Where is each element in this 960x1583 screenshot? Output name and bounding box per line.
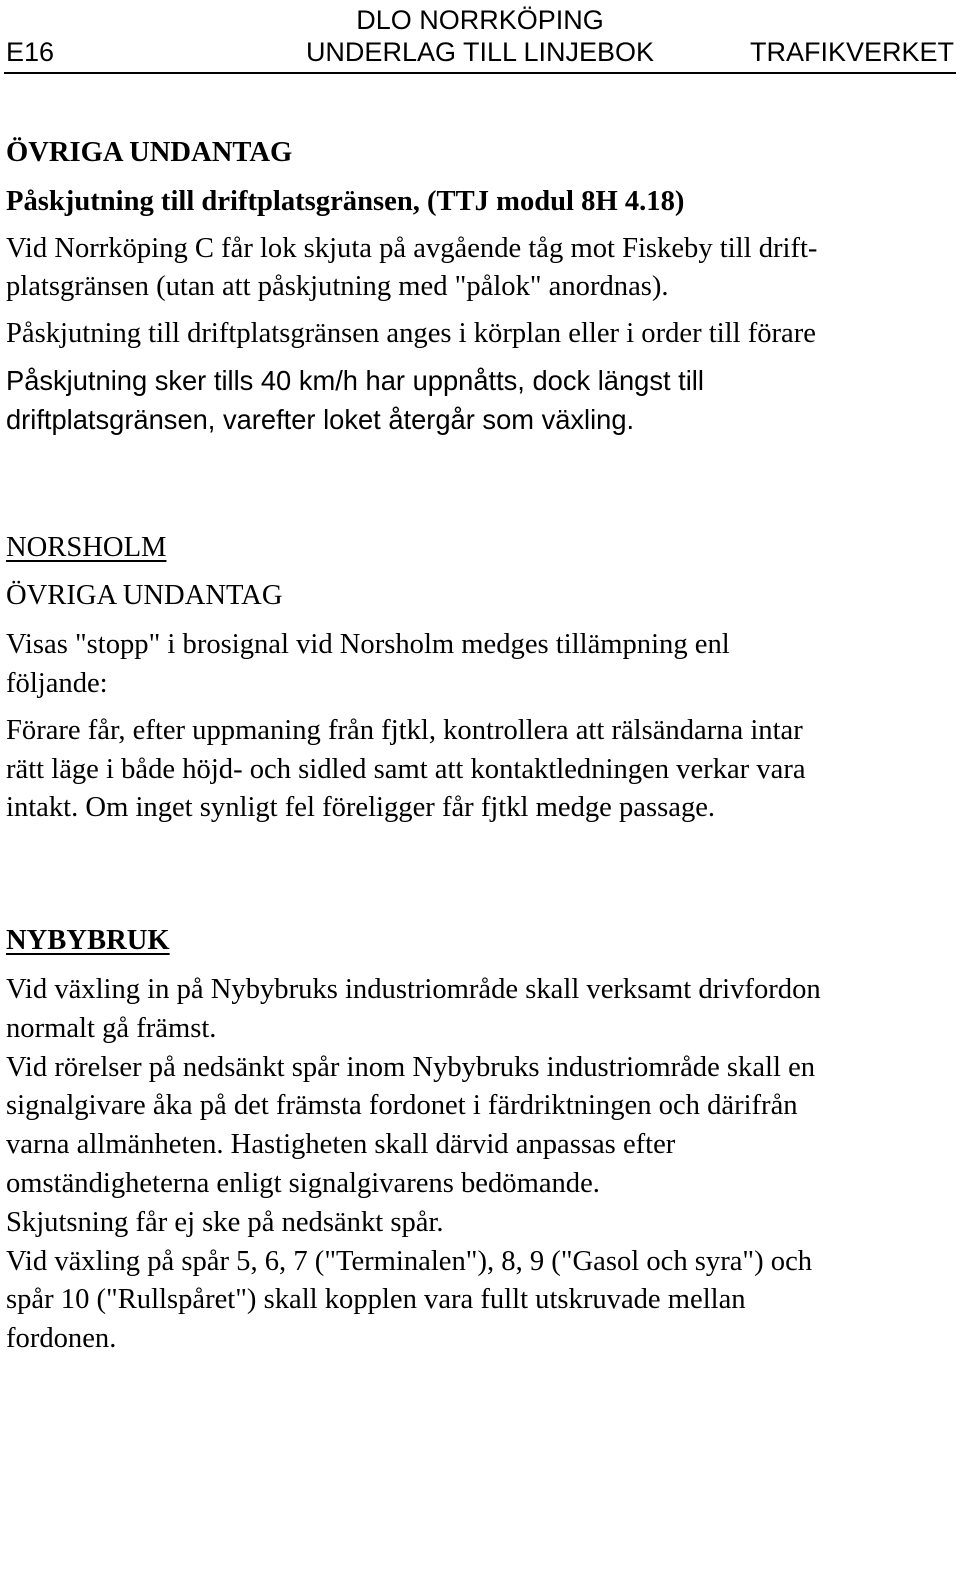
paragraph-line: Påskjutning till driftplatsgränsen anges i körplan eller i order till förare (6, 318, 816, 350)
section-norsholm (6, 529, 952, 829)
paragraph-line: intakt. Om inget synligt fel föreligger får fjtkl medge passage. (6, 792, 716, 824)
paragraph-line: Förare får, efter uppmaning från fjtkl, kontrollera att rälsändarna intar (6, 714, 803, 746)
document-title: DLO NORRKÖPING (356, 5, 604, 35)
organization-name: TRAFIKVERKET (749, 37, 954, 67)
section-subheading: Påskjutning till driftplatsgränsen, (TTJ modul 8H 4.18) (6, 185, 685, 217)
page-number: E16 (6, 37, 55, 67)
section-ovriga-undantag-norrkoping (6, 134, 952, 440)
paragraph-line: omständigheterna enligt signalgivarens bedömande. (6, 1167, 600, 1199)
paragraph-line: Skjutsning får ej ske på nedsänkt spår. (6, 1206, 444, 1238)
place-heading: NYBYBRUK (6, 925, 170, 957)
paragraph-line: Påskjutning sker tills 40 km/h har uppnåtts, dock längst till (6, 364, 704, 396)
paragraph-line: spår 10 ("Rullspåret") skall kopplen vara fullt utskruvade mellan (6, 1284, 746, 1316)
paragraph-line: följande: (6, 667, 108, 699)
paragraph-line: rätt läge i både höjd- och sidled samt att kontaktledningen verkar vara (6, 753, 806, 785)
paragraph-line: Vid växling på spår 5, 6, 7 ("Terminalen"), 8, 9 ("Gasol och syra") och (6, 1245, 813, 1277)
paragraph-line: Vid växling in på Nybybruks industriområde skall verksamt drivfordon (6, 973, 821, 1005)
paragraph-line: Vid Norrköping C får lok skjuta på avgående tåg mot Fiskeby till drift- (6, 232, 818, 264)
paragraph-line: fordonen. (6, 1323, 117, 1355)
paragraph-line: Vid rörelser på nedsänkt spår inom Nybybruks industriområde skall en (6, 1051, 816, 1083)
page-header (0, 0, 960, 76)
header-divider (4, 72, 956, 74)
paragraph-line: normalt gå främst. (6, 1012, 217, 1044)
paragraph-line: signalgivare åka på det främsta fordonet i färdriktningen och därifrån (6, 1090, 798, 1122)
section-heading: ÖVRIGA UNDANTAG (6, 580, 283, 612)
paragraph-line: driftplatsgränsen, varefter loket återgår som växling. (6, 403, 635, 435)
paragraph-line: varna allmänheten. Hastigheten skall därvid anpassas efter (6, 1129, 676, 1161)
document-body (6, 134, 952, 1359)
document-subtitle: UNDERLAG TILL LINJEBOK (305, 37, 655, 67)
place-heading: NORSHOLM (6, 531, 167, 563)
paragraph-line: platsgränsen (utan att påskjutning med "pålok" anordnas). (6, 271, 669, 303)
section-nybybruk (6, 922, 952, 1359)
paragraph-line: Visas "stopp" i brosignal vid Norsholm medges tillämpning enl (6, 629, 730, 661)
section-heading: ÖVRIGA UNDANTAG (6, 137, 293, 168)
